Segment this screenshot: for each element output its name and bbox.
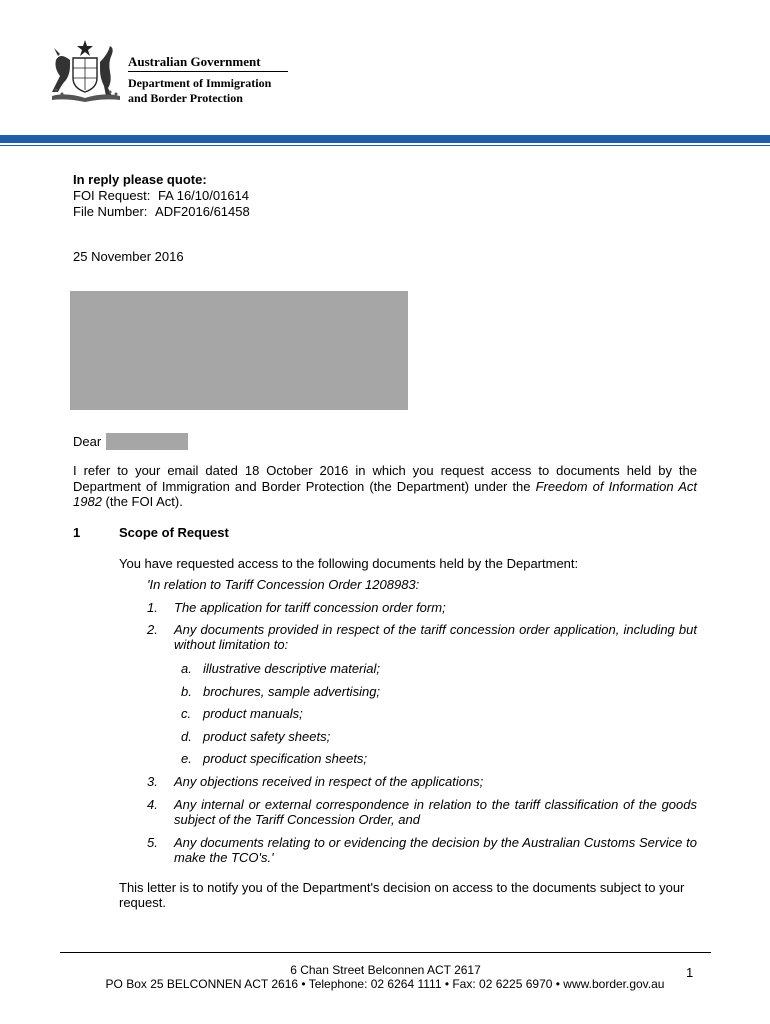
header-band (0, 135, 770, 143)
reply-heading: In reply please quote: (73, 172, 207, 187)
foi-request-value: FA 16/10/01614 (157, 188, 250, 203)
salutation: Dear (73, 434, 102, 449)
closing-paragraph: This letter is to notify you of the Department's decision on access to the documents subject to your request. (119, 880, 685, 910)
file-number-value: ADF2016/61458 (155, 204, 250, 219)
intro-paragraph (73, 463, 697, 510)
sublist-item: product manuals; (203, 706, 303, 721)
sublist-item: product safety sheets; (203, 729, 331, 744)
coat-of-arms-icon (46, 38, 124, 104)
letterhead-rule (128, 71, 288, 72)
sublist-item-letter: a. (181, 661, 192, 676)
letter-date: 25 November 2016 (73, 249, 184, 264)
list-item: Any internal or external correspondence in relation to the tariff classification of the goods subject of the Tariff Concession Order, and (174, 797, 697, 827)
department-line-1: Department of Immigration (128, 76, 272, 90)
footer-address-2: PO Box 25 BELCONNEN ACT 2616 • Telephone: 02 6264 1111 • Fax: 02 6225 6970 • www.border.gov.au (105, 977, 665, 991)
sublist-item-letter: b. (181, 684, 192, 699)
list-item-number: 4. (147, 797, 158, 812)
sublist-item: brochures, sample advertising; (203, 684, 381, 699)
page-number: 1 (686, 965, 694, 980)
footer-address-1: 6 Chan Street Belconnen ACT 2617 (290, 963, 481, 977)
list-item-number: 1. (147, 600, 158, 615)
department-line-2: and Border Protection (128, 91, 243, 105)
sublist-item: illustrative descriptive material; (203, 661, 381, 676)
list-item-number: 2. (147, 622, 158, 637)
foi-request-label: FOI Request: (73, 188, 151, 203)
list-item: Any documents provided in respect of the tariff concession order application, including but without limitation to: (174, 622, 697, 652)
section-title: Scope of Request (119, 525, 229, 540)
redacted-name (106, 433, 188, 450)
list-item-number: 5. (147, 835, 158, 850)
intro-text-1: I refer to your email dated 18 October 2016 in which you request access to documents held by the Department of Immigration and Border Protection (the Department) under the (73, 463, 697, 494)
list-item-number: 3. (147, 774, 158, 789)
sublist-item: product specification sheets; (203, 751, 368, 766)
sublist-item-letter: c. (181, 706, 192, 721)
section-lead: You have requested access to the following documents held by the Department: (119, 556, 579, 571)
list-item: Any objections received in respect of the applications; (174, 774, 484, 789)
quote-open: 'In relation to Tariff Concession Order 1208983: (147, 577, 420, 592)
letterhead (44, 36, 304, 116)
redacted-address (70, 291, 408, 410)
government-title: Australian Government (128, 54, 261, 69)
intro-text-2: (the FOI Act). (101, 494, 183, 509)
list-item: The application for tariff concession order form; (174, 600, 446, 615)
sublist-item-letter: e. (181, 751, 192, 766)
file-number-label: File Number: (73, 204, 148, 219)
foi-request-line (73, 188, 249, 203)
file-number-line (73, 204, 250, 219)
salutation-line (73, 433, 188, 450)
foi-act-name: Freedom of Information Act 1982 (73, 478, 697, 509)
sublist-item-letter: d. (181, 729, 192, 744)
section-number: 1 (73, 525, 81, 540)
list-item: Any documents relating to or evidencing the decision by the Australian Customs Service to make the TCO's.' (174, 835, 697, 865)
header-band-rule (0, 145, 770, 146)
footer-rule (60, 952, 711, 953)
